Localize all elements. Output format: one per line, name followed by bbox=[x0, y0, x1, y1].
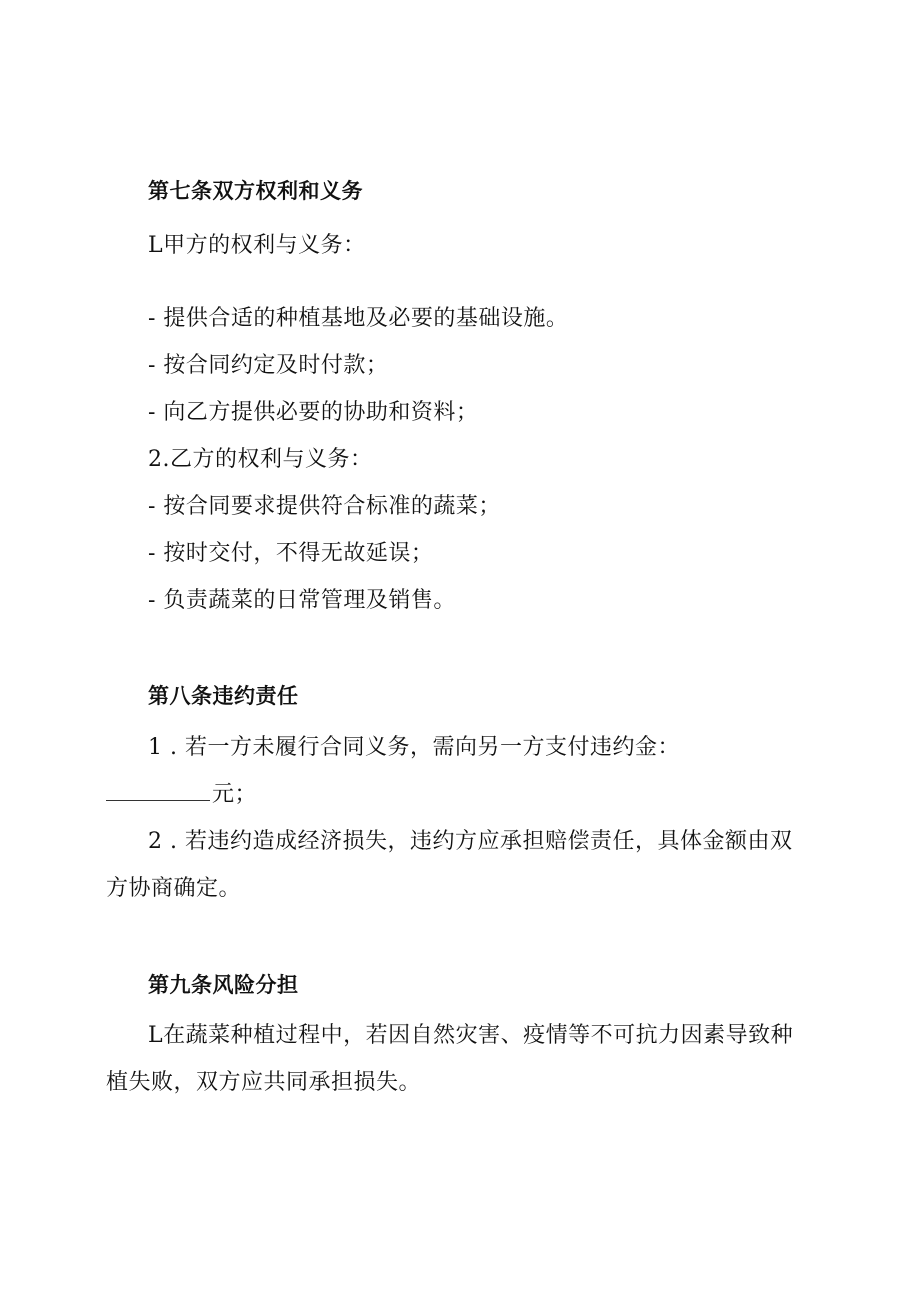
party-b-heading: 2.乙方的权利与义务： bbox=[148, 447, 373, 472]
party-a-item-3: - 向乙方提供必要的协助和资料； bbox=[148, 400, 479, 425]
article-8-clause-2-line-2: 方协商确定。 bbox=[106, 876, 242, 901]
article-8-clause-2-line-1: 2 . 若违约造成经济损失，违约方应承担赔偿责任，具体金额由双 bbox=[148, 829, 793, 854]
article-8-clause-1: 1 . 若一方未履行合同义务，需向另一方支付违约金： bbox=[148, 735, 680, 760]
party-b-item-1: - 按合同要求提供符合标准的蔬菜； bbox=[148, 494, 501, 519]
party-a-item-1: - 提供合适的种植基地及必要的基础设施。 bbox=[148, 306, 569, 331]
article-9-title: 第九条风险分担 bbox=[148, 973, 299, 997]
article-9-clause-1-line-2: 植失败，双方应共同承担损失。 bbox=[106, 1070, 422, 1095]
penalty-amount-unit: 元； bbox=[212, 782, 258, 807]
penalty-amount-blank bbox=[106, 780, 210, 801]
penalty-amount-line bbox=[106, 780, 257, 810]
party-a-heading: L甲方的权利与义务： bbox=[148, 233, 366, 258]
article-9-clause-1-line-1: L在蔬菜种植过程中，若因自然灾害、疫情等不可抗力因素导致种 bbox=[148, 1023, 794, 1048]
party-a-item-2: - 按合同约定及时付款； bbox=[148, 353, 389, 378]
article-8-title: 第八条违约责任 bbox=[148, 684, 299, 708]
party-b-item-3: - 负责蔬菜的日常管理及销售。 bbox=[148, 588, 456, 613]
party-b-item-2: - 按时交付，不得无故延误； bbox=[148, 541, 434, 566]
article-7-title: 第七条双方权利和义务 bbox=[148, 179, 363, 203]
